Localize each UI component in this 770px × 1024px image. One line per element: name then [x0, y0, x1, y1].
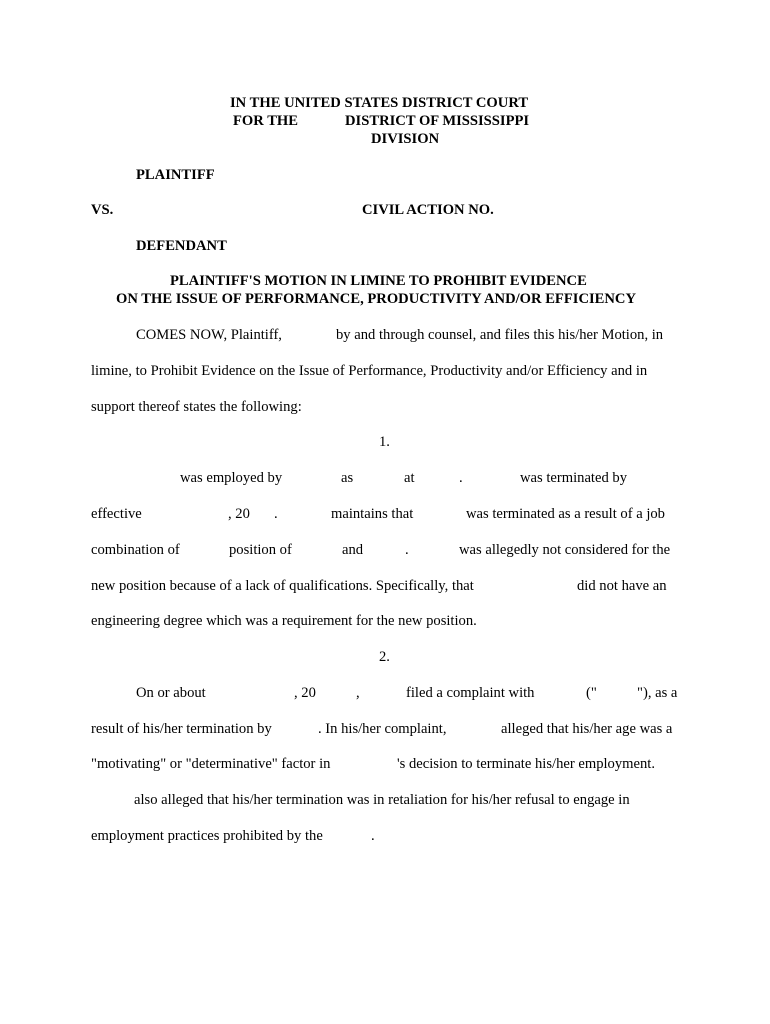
para1-line1-b: as: [341, 470, 354, 486]
vs-label: VS.: [91, 202, 114, 218]
para2-line2-b: . In his/her complaint,: [318, 721, 447, 737]
motion-title-line2: ON THE ISSUE OF PERFORMANCE, PRODUCTIVITY AND/OR EFFICIENCY: [116, 291, 637, 307]
para2-line1-d: filed a complaint with: [406, 685, 535, 701]
plaintiff-label: PLAINTIFF: [136, 167, 215, 183]
para2-line2-a: result of his/her termination by: [91, 721, 272, 737]
para1-line5: engineering degree which was a requirement for the new position.: [91, 613, 477, 629]
district-label: DISTRICT OF MISSISSIPPI: [345, 113, 530, 129]
para1-line3-d: .: [405, 542, 409, 558]
para2-line3-b: 's decision to terminate his/her employment.: [397, 756, 655, 772]
civil-action-label: CIVIL ACTION NO.: [362, 202, 494, 218]
for-the-label: FOR THE: [233, 113, 299, 129]
para1-line2-b: , 20: [228, 506, 250, 522]
para1-line4-a: new position because of a lack of qualifications. Specifically, that: [91, 578, 474, 594]
para2-line1-b: , 20: [294, 685, 316, 701]
para1-line2-c: .: [274, 506, 278, 522]
para1-line3-a: combination of: [91, 542, 180, 558]
intro-line1-b: by and through counsel, and files this his/her Motion, in: [336, 327, 664, 343]
para1-line2-e: was terminated as a result of a job: [466, 506, 665, 522]
para1-line1-a: was employed by: [180, 470, 283, 486]
defendant-label: DEFENDANT: [136, 238, 227, 254]
para2-line1-f: "), as a: [637, 685, 678, 701]
intro-line2: limine, to Prohibit Evidence on the Issue of Performance, Productivity and/or Efficiency and in: [91, 363, 648, 379]
intro-line1-a: COMES NOW, Plaintiff,: [136, 327, 282, 343]
para1-line3-b: position of: [229, 542, 292, 558]
para1-line1-d: .: [459, 470, 463, 486]
para2-line1-a: On or about: [136, 685, 206, 701]
para2-line2-c: alleged that his/her age was a: [501, 721, 673, 737]
para1-line3-e: was allegedly not considered for the: [459, 542, 671, 558]
section-number-1: 1.: [379, 434, 390, 450]
para1-line1-c: at: [404, 470, 415, 486]
para2-line4: also alleged that his/her termination was in retaliation for his/her refusal to engage in: [134, 792, 630, 808]
para1-line2-d: maintains that: [331, 506, 414, 522]
para2-line3-a: "motivating" or "determinative" factor in: [91, 756, 331, 772]
para2-line1-e: (": [586, 685, 597, 701]
division-label: DIVISION: [371, 131, 440, 147]
para2-line5-b: .: [371, 828, 375, 844]
para1-line2-a: effective: [91, 506, 142, 522]
para1-line4-b: did not have an: [577, 578, 667, 594]
motion-title-line1: PLAINTIFF'S MOTION IN LIMINE TO PROHIBIT EVIDENCE: [170, 273, 587, 289]
para2-line5-a: employment practices prohibited by the: [91, 828, 323, 844]
court-heading: IN THE UNITED STATES DISTRICT COURT: [230, 95, 529, 111]
intro-line3: support thereof states the following:: [91, 399, 302, 415]
para1-line1-e: was terminated by: [520, 470, 627, 486]
para2-line1-c: ,: [356, 685, 360, 701]
para1-line3-c: and: [342, 542, 364, 558]
section-number-2: 2.: [379, 649, 390, 665]
